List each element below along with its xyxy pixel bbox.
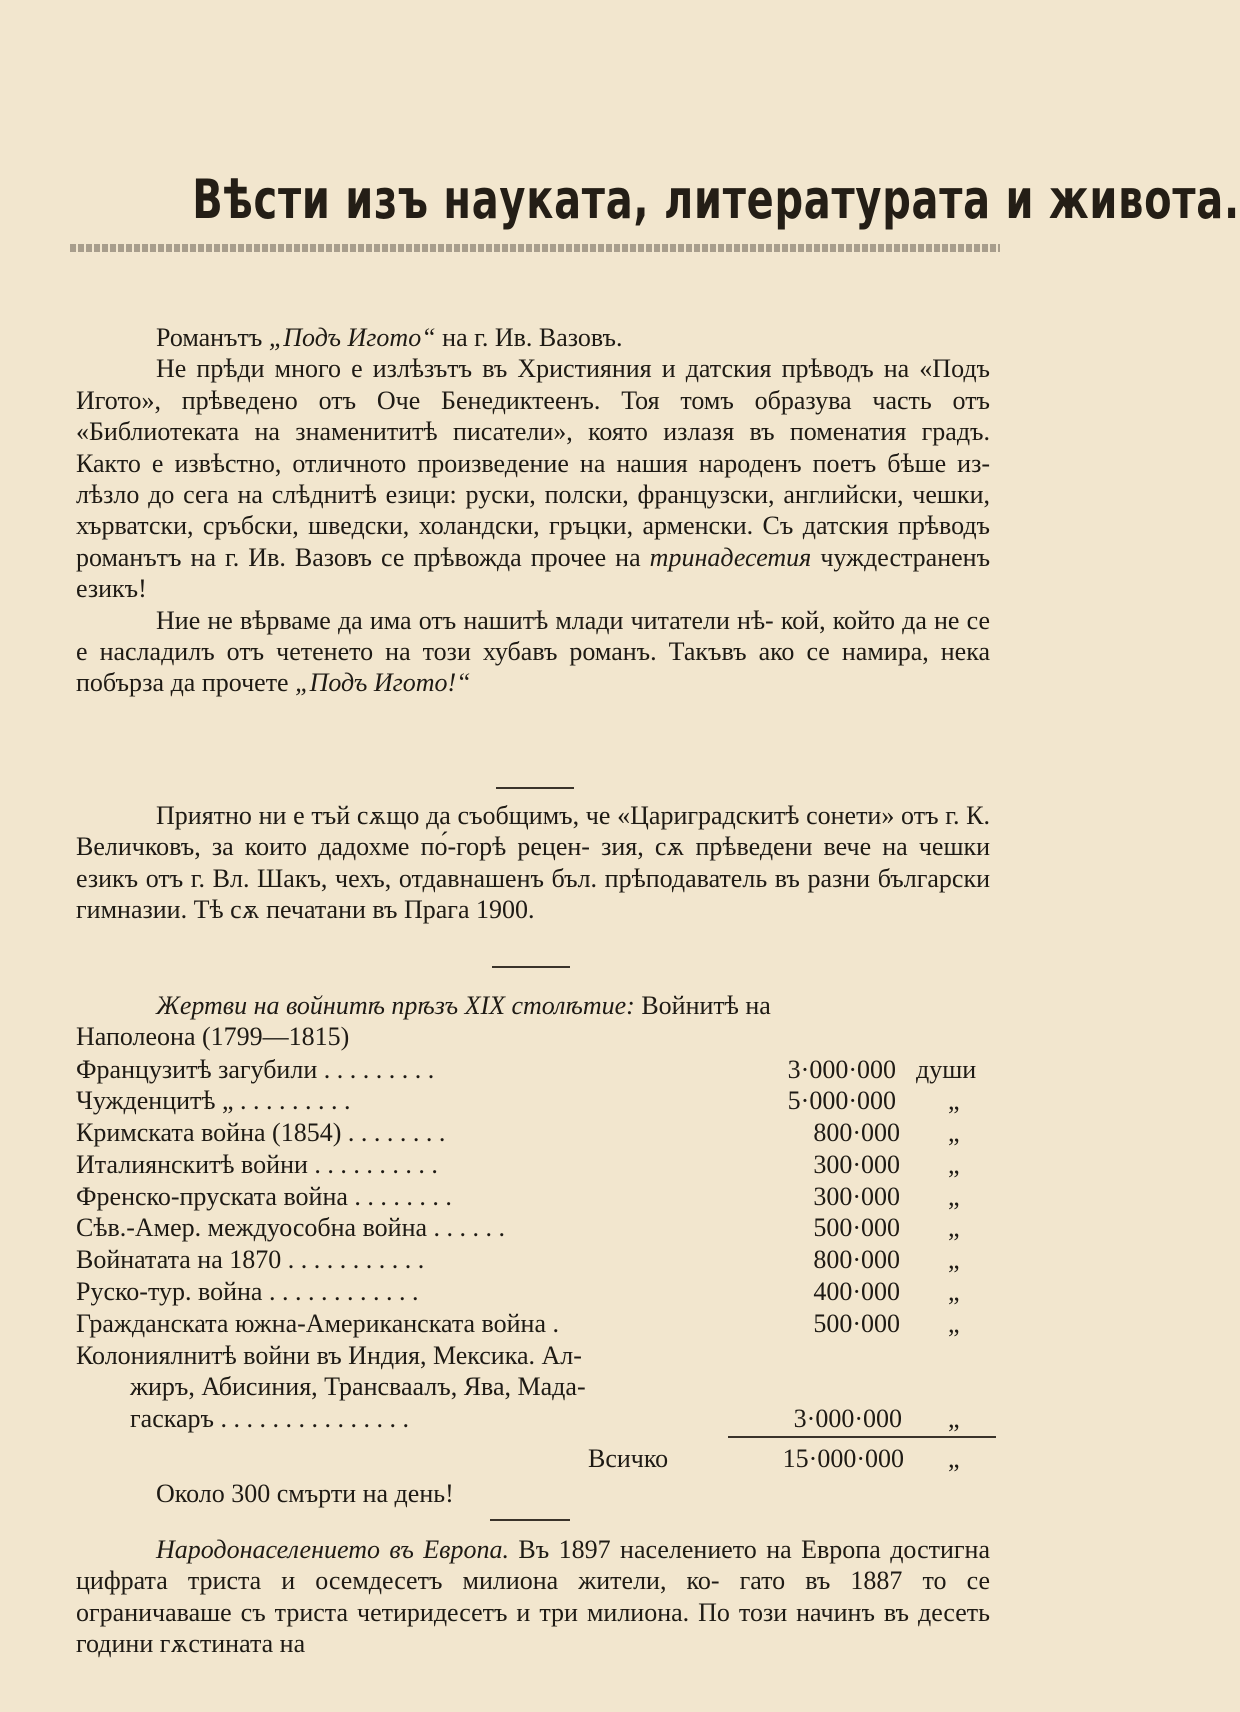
- text-line: лѣзло до сега на слѣднитѣ езици: руски, полски, французски,: [76, 480, 775, 510]
- row-unit: „: [948, 1309, 960, 1338]
- row-value: 300·000: [813, 1150, 900, 1179]
- emphasis-thirteenth: тринадесетия: [649, 542, 812, 572]
- war-heading-line2: Наполеона (1799—1815): [76, 1022, 350, 1052]
- paragraph-1: [76, 353, 990, 604]
- text-line: езикъ!: [76, 574, 147, 604]
- separator-rule: [496, 787, 574, 789]
- text-line: Въ 1897 населението на Европа: [518, 1535, 881, 1564]
- heading-book-title: „Подъ Игото“: [268, 323, 436, 352]
- text-line: гато въ 1887 то се ограничаваше съ триста четиридесетъ и: [76, 1566, 991, 1627]
- text-line: романъ. Такъвъ ако се намира, нека побърза да прочете: [76, 637, 990, 698]
- population-heading: Народонаселението въ Европа.: [156, 1535, 509, 1564]
- paragraph-sonnets: [76, 800, 990, 926]
- text-line: кой, който да не се е насладилъ отъ четенето на този хубавъ: [76, 605, 990, 667]
- text-line: три милиона. По този начинъ въ десеть години гѫстината на: [76, 1597, 990, 1659]
- total-value: 15·000·000: [782, 1444, 904, 1473]
- row-label: Колониялнитѣ войни въ Индия, Мексика. Ал-: [76, 1341, 582, 1370]
- row-label: Чужденцитѣ „ . . . . . . . . .: [76, 1086, 351, 1115]
- text-line: чуждестраненъ: [820, 542, 991, 572]
- row-value: 3·000·000: [787, 1055, 896, 1084]
- text-line: отдавнашенъ бъл. прѣподаватель въ разни български гимназии.: [76, 863, 990, 925]
- row-value: 500·000: [813, 1213, 900, 1242]
- emphasis-book-title: „Подъ: [295, 668, 368, 698]
- war-heading-title: Жертви на войнитѣ прѣзъ XIX столѣтие:: [156, 991, 635, 1020]
- text-line: гръцки, арменски. Съ датския прѣводъ романътъ на г. Ив.: [76, 511, 991, 572]
- text-line: Не прѣди много е излѣзътъ въ Християния и датския: [156, 354, 772, 384]
- sum-rule: [728, 1436, 996, 1438]
- article-pod-igoto: [76, 322, 990, 699]
- paragraph-population: [76, 1534, 990, 1660]
- row-value: 5·000·000: [787, 1086, 896, 1115]
- row-label: Италиянскитѣ войни . . . . . . . . . .: [76, 1150, 438, 1179]
- text-line: Ние не вѣрваме да има отъ нашитѣ млади читатели нѣ-: [156, 605, 774, 635]
- text-line: писатели», която излазя въ поменатия градъ. Както е извѣстно,: [76, 417, 990, 478]
- row-label: Сѣв.-Амер. междуособна война . . . . . .: [76, 1213, 506, 1242]
- row-label: жиръ, Абисиния, Трансваалъ, Ява, Мада-: [130, 1372, 586, 1401]
- war-heading: [76, 990, 990, 1021]
- row-unit: „: [948, 1444, 960, 1473]
- row-label: Руско-тур. война . . . . . . . . . . . .: [76, 1277, 419, 1306]
- row-label: Френско-пруската война . . . . . . . .: [76, 1182, 452, 1211]
- row-unit: „: [948, 1277, 960, 1306]
- row-unit: „: [948, 1404, 960, 1433]
- text-line: зия, сѫ прѣведени вече на чешки езикъ отъ г. Вл. Шакъ, чехъ,: [76, 832, 991, 893]
- separator-rule: [492, 966, 570, 968]
- article-sonnets: [76, 800, 990, 926]
- emphasis-book-title: Игото!“: [373, 668, 471, 698]
- title-wavy-rule: [70, 244, 1000, 252]
- row-label: гаскаръ . . . . . . . . . . . . . . .: [130, 1404, 409, 1433]
- row-label: Французитѣ загубили . . . . . . . . .: [76, 1055, 435, 1084]
- text-line: достигна цифрата триста и осемдесетъ милиона жители, ко-: [76, 1535, 990, 1596]
- row-unit: души: [916, 1055, 977, 1084]
- text-line: сонети» отъ г. К. Величковъ, за които дадохме по́-горѣ рецен-: [76, 801, 991, 862]
- article-population: [76, 1534, 990, 1660]
- row-unit: „: [948, 1150, 960, 1179]
- separator-rule: [490, 1519, 570, 1521]
- total-label: Всичко: [588, 1444, 669, 1473]
- row-label: Войнатата на 1870 . . . . . . . . . . .: [76, 1245, 425, 1274]
- row-value: 800·000: [813, 1245, 900, 1274]
- row-value: 800·000: [813, 1118, 900, 1147]
- text-line: английски, чешки, хърватски, сръбски, шведски, холандски,: [76, 480, 990, 541]
- text-line: Войнитѣ на: [641, 991, 771, 1020]
- row-unit: „: [948, 1086, 960, 1115]
- text-line: прѣводъ на «Подъ Игото», прѣведено отъ Оче Бенедиктеенъ.: [76, 354, 991, 415]
- article-heading: [76, 322, 990, 353]
- row-unit: „: [948, 1118, 960, 1147]
- heading-suffix: на г. Ив. Вазовъ.: [442, 323, 623, 352]
- row-value: 300·000: [813, 1182, 900, 1211]
- row-unit: „: [948, 1213, 960, 1242]
- per-day-text: Около 300 смърти на день!: [156, 1479, 454, 1508]
- text-line: Тѣ сѫ печатани въ Прага 1900.: [193, 895, 535, 925]
- row-value: 500·000: [813, 1309, 900, 1338]
- text-line: Тоя томъ образува часть отъ «Библиотеката на знаменититѣ: [76, 385, 991, 447]
- row-value: 3·000·000: [793, 1404, 902, 1433]
- row-label: Кримската война (1854) . . . . . . . .: [76, 1118, 446, 1147]
- text-line: отличното произведение на нашия народенъ поетъ бѣше из-: [292, 448, 990, 478]
- text-line: Приятно ни е тъй сѫщо да съобщимъ, че «Цариградскитѣ: [156, 801, 800, 830]
- row-unit: „: [948, 1182, 960, 1211]
- row-value: 400·000: [813, 1277, 900, 1306]
- paragraph-2: [76, 605, 990, 699]
- text-line: Вазовъ се прѣвожда прочее на: [294, 542, 641, 572]
- section-title: Вѣсти изъ науката, литературата и живота.: [192, 168, 1240, 231]
- row-label: Гражданската южна-Американската война .: [76, 1309, 560, 1338]
- article-war-victims: [76, 990, 990, 1053]
- heading-prefix: Романътъ: [156, 323, 263, 352]
- row-unit: „: [948, 1245, 960, 1274]
